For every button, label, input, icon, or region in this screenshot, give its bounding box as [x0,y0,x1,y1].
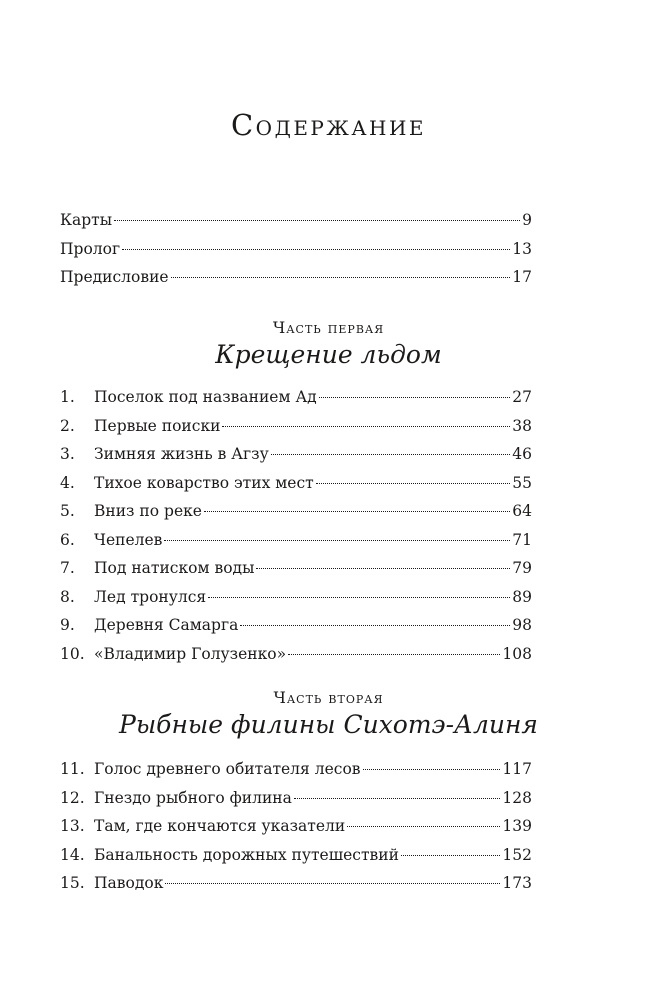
dot-leader [222,426,510,427]
front-matter-list [60,206,532,292]
dot-leader [316,483,511,484]
chapter-page: 139 [502,817,532,835]
chapter-page: 173 [502,874,532,892]
chapter-number: 15. [60,874,85,892]
chapter-page: 38 [512,416,532,435]
chapter-title: Паводок [94,874,164,892]
toc-entry-chapter[interactable] [60,755,532,784]
chapter-number: 7. [60,559,75,577]
part-one-label: Часть первая [272,318,385,337]
toc-entry-chapter[interactable] [60,383,532,412]
chapter-title: «Владимир Голузенко» [94,644,287,663]
toc-entry-chapter[interactable] [60,640,532,669]
entry-label: Карты [60,211,113,229]
dot-leader [240,625,510,626]
toc-entry-maps[interactable] [60,206,532,235]
dot-leader [271,454,511,455]
toc-entry-chapter[interactable] [60,841,532,870]
chapter-number: 4. [60,473,75,492]
chapter-title: Лед тронулся [94,587,207,606]
chapter-title: Чепелев [94,530,163,549]
entry-page: 13 [512,239,532,258]
dot-leader [401,855,500,856]
chapter-page: 71 [512,530,532,549]
entry-label: Предисловие [60,268,169,286]
chapter-number: 10. [60,644,85,663]
part-two-title: Рыбные филины Сихотэ-Алиня [119,710,538,739]
chapter-page: 128 [502,788,532,807]
chapter-page: 108 [502,644,532,663]
dot-leader [256,568,510,569]
chapter-title: Гнездо рыбного филина [94,788,292,807]
part-two-label: Часть вторая [273,688,384,707]
dot-leader [122,249,510,250]
entry-page: 9 [522,211,532,229]
dot-leader [208,597,510,598]
dot-leader [347,826,500,827]
chapter-number: 13. [60,817,85,835]
dot-leader [204,511,510,512]
chapter-title: Поселок под названием Ад [94,388,317,406]
part-two-chapter-list [60,755,532,898]
toc-entry-preface[interactable] [60,263,532,292]
chapter-page: 64 [512,502,532,520]
chapter-title: Вниз по реке [94,502,202,520]
toc-entry-chapter[interactable] [60,784,532,813]
part-one-title: Крещение льдом [215,340,442,369]
chapter-title: Там, где кончаются указатели [94,817,346,835]
chapter-page: 89 [512,587,532,606]
chapter-title: Тихое коварство этих мест [94,473,314,492]
toc-entry-chapter[interactable] [60,869,532,898]
chapter-page: 79 [512,559,532,577]
chapter-title: Деревня Самарга [94,616,239,634]
entry-label: Пролог [60,239,121,258]
toc-entry-chapter[interactable] [60,812,532,841]
chapter-title: Голос древнего обитателя лесов [94,760,361,778]
chapter-page: 152 [502,845,532,864]
chapter-page: 98 [512,616,532,634]
page-title: Содержание [230,108,426,142]
toc-entry-chapter[interactable] [60,497,532,526]
dot-leader [288,654,500,655]
chapter-title: Первые поиски [94,416,221,435]
toc-entry-chapter[interactable] [60,583,532,612]
dot-leader [363,769,501,770]
toc-entry-prologue[interactable] [60,235,532,264]
dot-leader [164,540,510,541]
chapter-number: 5. [60,502,75,520]
chapter-number: 6. [60,530,75,549]
chapter-title: Банальность дорожных путешествий [94,845,399,864]
chapter-title: Зимняя жизнь в Агзу [94,445,269,463]
toc-entry-chapter[interactable] [60,611,532,640]
dot-leader [294,798,501,799]
chapter-number: 2. [60,416,75,435]
chapter-page: 55 [512,473,532,492]
entry-page: 17 [512,268,532,286]
toc-entry-chapter[interactable] [60,554,532,583]
dot-leader [114,220,520,221]
chapter-number: 8. [60,587,75,606]
toc-entry-chapter[interactable] [60,469,532,498]
dot-leader [171,277,511,278]
chapter-number: 11. [60,760,85,778]
chapter-number: 14. [60,845,85,864]
part-one-chapter-list [60,383,532,668]
toc-entry-chapter[interactable] [60,440,532,469]
chapter-title: Под натиском воды [94,559,255,577]
chapter-page: 46 [512,445,532,463]
chapter-number: 3. [60,445,75,463]
dot-leader [165,883,500,884]
chapter-page: 117 [502,760,532,778]
chapter-number: 9. [60,616,75,634]
chapter-number: 12. [60,788,85,807]
toc-entry-chapter[interactable] [60,526,532,555]
chapter-page: 27 [512,388,532,406]
chapter-number: 1. [60,388,75,406]
dot-leader [319,397,511,398]
toc-entry-chapter[interactable] [60,412,532,441]
